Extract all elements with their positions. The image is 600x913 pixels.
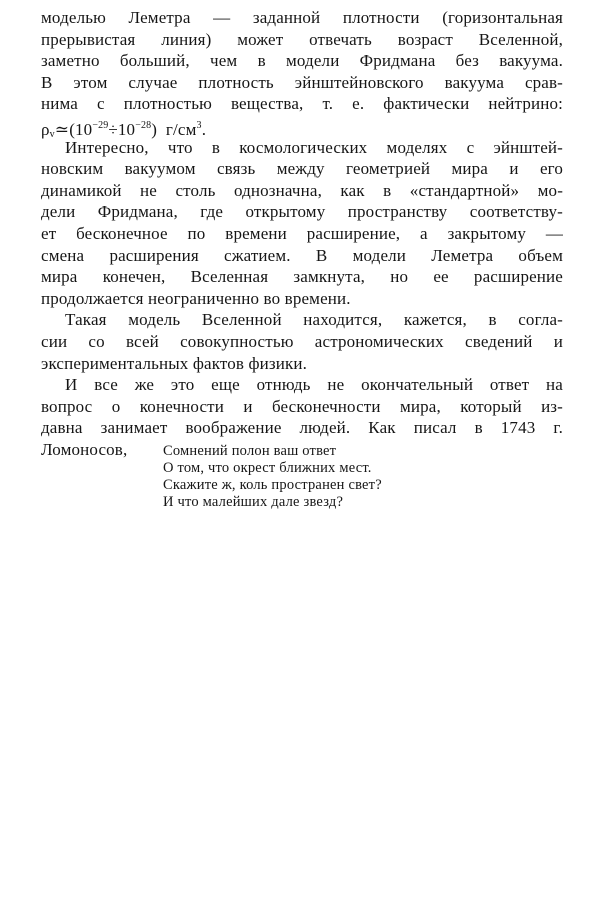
formula-relation: ≃ — [54, 119, 70, 139]
formula-open: (10 — [69, 119, 93, 139]
text-line: новским вакуумом связь между геометрией мира и его — [41, 159, 563, 179]
paragraph-2 — [41, 137, 563, 310]
text-line: давна занимает воображение людей. Как писал в 1743 г. — [41, 418, 563, 438]
text-line: Интересно, что в космологических моделях с эйнштей- — [65, 137, 563, 157]
poem-line: И что малейших дале звезд? — [163, 494, 344, 510]
formula-unit: г/см — [165, 119, 197, 139]
text-line: Ломоносов, — [41, 439, 128, 459]
text-line: мира конечен, Вселенная замкнута, но ее расширение — [41, 267, 563, 287]
formula-symbol: ρ — [41, 119, 50, 139]
text-line: смена расширения сжатием. В модели Леметра объем — [41, 245, 563, 265]
poem-line: Сомнений полон ваш ответ — [163, 443, 337, 459]
text-line: заметно больший, чем в модели Фридмана без вакуума. — [41, 51, 563, 71]
formula-end: . — [201, 119, 207, 139]
text-line: экспериментальных фактов физики. — [41, 353, 308, 373]
formula-exponent-1: −29 — [92, 119, 109, 131]
text-line: И все же это еще отнюдь не окончательный ответ на — [65, 375, 563, 395]
poem-line: О том, что окрест ближних мест. — [163, 460, 372, 476]
formula-close: ) — [151, 119, 158, 139]
text-line: Такая модель Вселенной находится, кажется, в согла- — [65, 310, 563, 330]
formula-subscript: v — [49, 128, 55, 140]
text-line: сии со всей совокупностью астрономических сведений и — [41, 331, 563, 351]
text-line: нима с плотностью вещества, т. е. фактически нейтрино: — [41, 94, 563, 114]
text-line: дели Фридмана, где открытому пространству соответству- — [41, 202, 563, 222]
text-line: прерывистая линия) может отвечать возраст Вселенной, — [41, 29, 563, 49]
formula-operator: ÷10 — [108, 119, 136, 139]
text-line: динамикой не столь однозначна, как в «стандартной» мо- — [41, 180, 563, 200]
text-line: ет бесконечное по времени расширение, а закрытому — — [41, 223, 563, 243]
paragraph-3 — [41, 309, 563, 374]
formula-unit-exponent: 3 — [196, 119, 202, 131]
formula-exponent-2: −28 — [135, 119, 152, 131]
text-line: вопрос о конечности и бесконечности мира, который из- — [41, 396, 563, 416]
document-body — [41, 7, 563, 460]
poem-quote — [163, 443, 382, 511]
density-formula — [41, 115, 563, 140]
text-line: продолжается неограниченно во времени. — [41, 288, 351, 308]
text-line: моделью Леметра — заданной плотности (горизонтальная — [41, 8, 563, 27]
paragraph-1 — [41, 7, 563, 140]
poem-line: Скажите ж, коль пространен свет? — [163, 477, 382, 493]
text-line: В этом случае плотность эйнштейновского вакуума срав- — [41, 72, 563, 92]
